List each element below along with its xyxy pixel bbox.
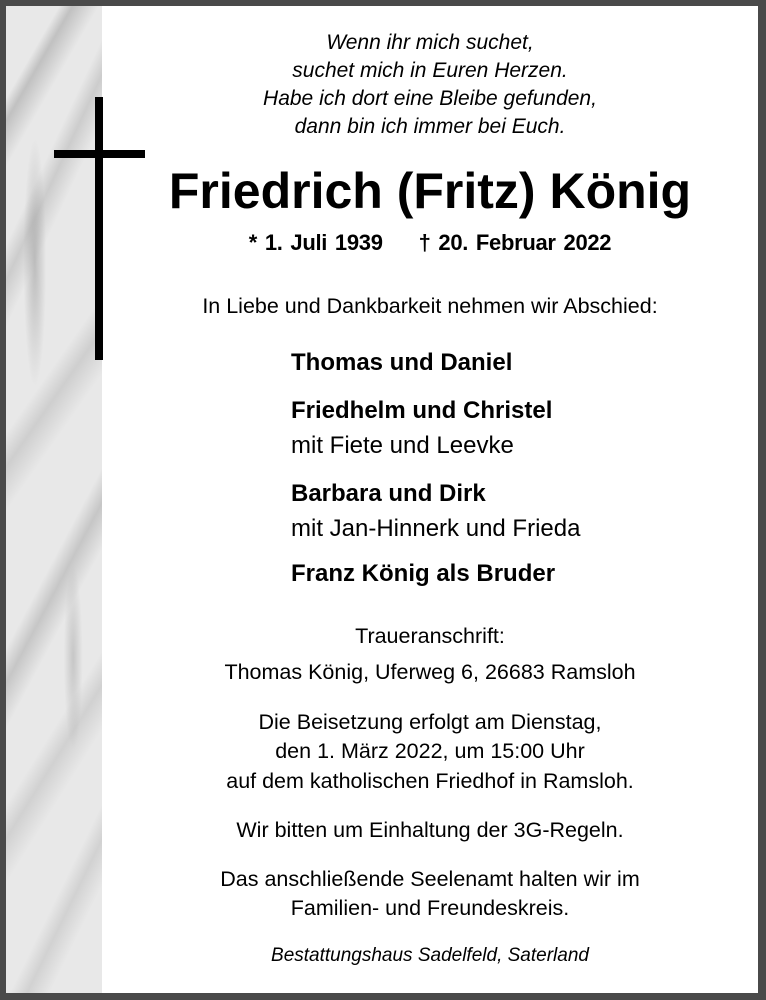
mourner-sub: mit Fiete und Leevke — [291, 432, 514, 459]
requiem-line-1: Das anschließende Seelenamt halten wir im — [220, 867, 640, 891]
death-date: † 20. Februar 2022 — [418, 230, 612, 255]
burial-line-1: Die Beisetzung erfolgt am Dienstag, — [258, 710, 602, 734]
mourner-name: Friedhelm und Christel — [291, 397, 553, 424]
poem-line-1: Wenn ihr mich suchet, — [326, 31, 534, 54]
mourner-name: Thomas und Daniel — [291, 349, 513, 376]
obituary-card — [6, 6, 758, 993]
poem-line-2: suchet mich in Euren Herzen. — [292, 59, 568, 82]
requiem-line-2: Familien- und Freundeskreis. — [290, 896, 570, 920]
rules-note: Wir bitten um Einhaltung der 3G-Regeln. — [236, 818, 624, 842]
mourner-name: Franz König als Bruder — [291, 560, 556, 587]
burial-line-2: den 1. März 2022, um 15:00 Uhr — [275, 739, 585, 763]
funeral-home: Bestattungshaus Sadelfeld, Saterland — [271, 945, 589, 966]
poem-line-3: Habe ich dort eine Bleibe gefunden, — [263, 87, 597, 110]
mourner-sub: mit Jan-Hinnerk und Frieda — [291, 515, 581, 542]
address-label: Traueranschrift: — [355, 624, 505, 648]
burial-line-3: auf dem katholischen Friedhof in Ramsloh. — [226, 769, 634, 793]
farewell-text: In Liebe und Dankbarkeit nehmen wir Abschied: — [202, 294, 658, 318]
life-dates — [102, 232, 758, 254]
mourner-name: Barbara und Dirk — [291, 480, 486, 507]
address-value: Thomas König, Uferweg 6, 26683 Ramsloh — [224, 660, 636, 684]
deceased-name: Friedrich (Fritz) König — [168, 163, 692, 219]
birth-date: * 1. Juli 1939 — [248, 230, 383, 255]
poem-line-4: dann bin ich immer bei Euch. — [294, 115, 566, 138]
cross-icon-crossbar — [54, 150, 145, 158]
